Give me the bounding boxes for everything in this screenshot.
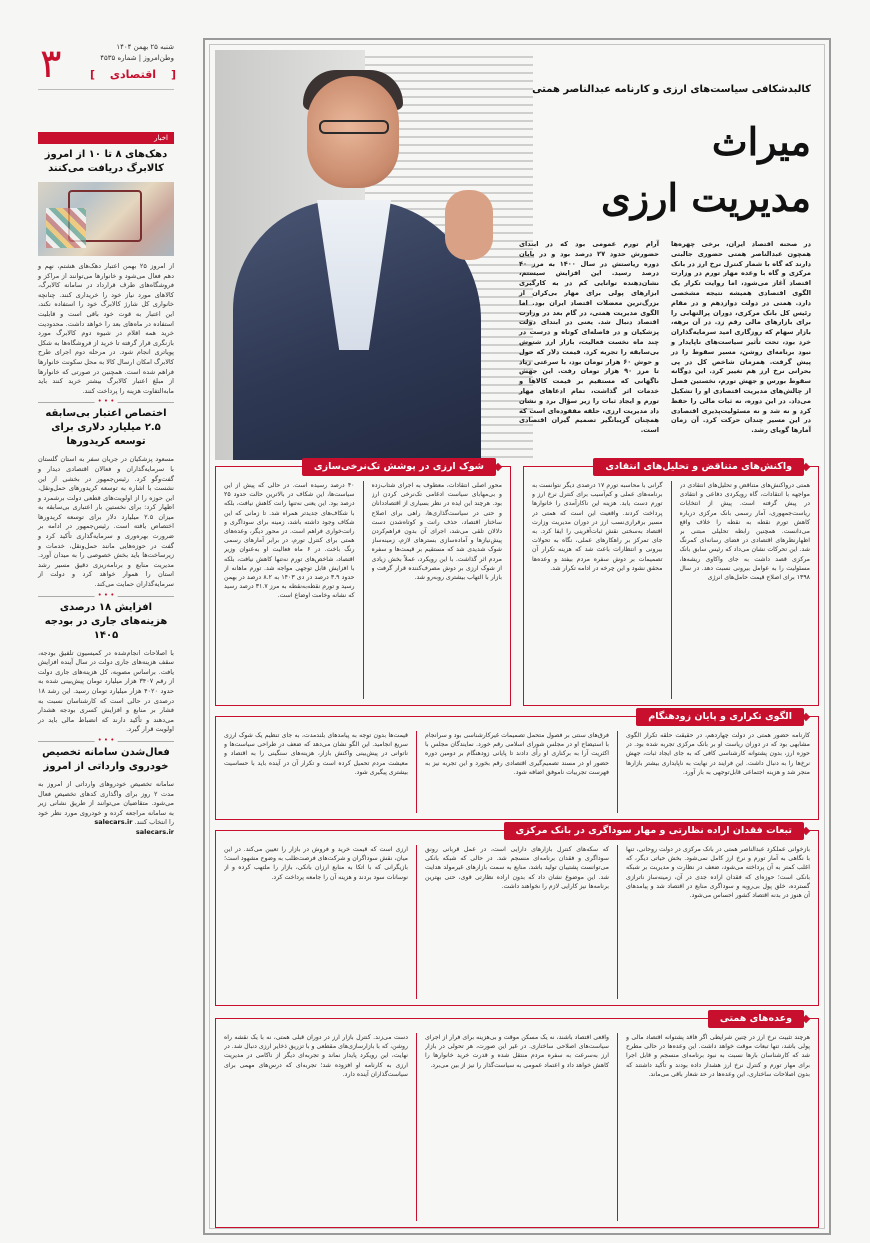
section-columns xyxy=(224,481,502,699)
issue-date: شنبه ۲۵ بهمن ۱۴۰۴ xyxy=(116,43,174,51)
section-column: واقعی اقتصاد باشند، نه یک مسکن موقت و بی‌هزینه برای فرار از اجرای سیاست‌های اصلاحی ساختاری. در غیر این صورت، هر تحولی در بازار ارز به‌سرعت به سفره مردم منتقل شده و قدرت خرید خانوارها را کاهش خواهد داد و اعتماد عمومی به سیاست‌گذار را نیز از بین می‌برد. xyxy=(425,1034,609,1069)
section-box-repeat-pattern xyxy=(215,711,819,820)
section-column: گرانی با محاسبه تورم ۱۷ درصدی دیگر نتوانست به برنامه‌های عملی و کم‌آسیب برای کنترل نرخ ارز و تورم دست یابد. هزینه این ناکارآمدی را خانوارها پرداخت کردند. واقعیت این است که همتی در مسیر برقراری‌نسب ارز در دوران مدیریت وزارت اقتصاد به‌سختی نقش ثبات‌آفرینی را ایفا کرد. به جای تمرکز بر راهکارهای عملی، نگاه به تحولات بیرونی و انتظارات باعث شد که هزینه تکرار آن تصمیمات بر دوش سفره مردم بیفتد و وعده‌ها محقق نشود و این چرخه در ادامه تکرار شد. xyxy=(532,482,663,572)
section-column: بازخوانی عملکرد عبدالناصر همتی در بانک مرکزی در دولت روحانی، تنها با نگاهی به آمار تورم و نرخ ارز کامل نمی‌شود. بخش حیاتی دیگر، که اغلب کمتر به آن پرداخته می‌شود، ضعف در نظارت و مدیریت بر شبکه بانکی است؛ حوزه‌ای که فقدان اراده جدی در آن، زمینه‌ساز ناترازی گسترده، خلق پول بی‌رویه و سوداگری منابع در اقتصاد شد و پیامدهای آن هنوز در بدنه اقتصاد کشور احساس می‌شود. xyxy=(626,846,810,900)
section-title-reactions: واکنش‌های متناقض و تحلیل‌های انتقادی xyxy=(593,458,804,476)
section-column: فرق‌های سنتی بر فصول متحمل تصمیمات غیرکارشناسی بود و سرانجام با استیضاح او در مجلس شورای اسلامی رقم خورد. نمایندگان مجلس با اکثریت آرا به برکناری او رأی دادند تا پایانی زودهنگام بر دومین دوره حضور او در مسند تصمیم‌گیری اقتصادی رقم بخورد و این تجربه نیز به فهرست تجربیات ناموفق اضافه شود. xyxy=(425,732,609,776)
section-column: ارزی است که قیمت خرید و فروش در بازار را تعیین می‌کند. در این میان، نقش سوداگران و شرکت‌های فرصت‌طلب به وضوح مشهود است؛ بازیگرانی که با اتکا به منابع ارزان بانکی، بازار را ملتهب کرده و از نوسانات سود بردند و هزینه آن را جامعه پرداخت کرد. xyxy=(224,846,408,881)
section-column: کارنامه حضور همتی در دولت چهاردهم، در حقیقت حلقه تکرار الگوی مشابهی بود که در دوران ریاست او بر بانک مرکزی تجربه شده بود. در حوزه ارز، بدون پشتوانه کارشناسی کافی که به جای ایجاد ثبات، جهش نرخ‌ها را به دنبال داشت. این فرایند در نهایت به ناپایداری بیشتر بازارها منجر شد و هزینه اجتماعی قابل‌توجهی به بار آورد. xyxy=(626,732,810,776)
story1-body: از امروز ۲۵ بهمن اعتبار دهک‌های هشتم، نهم و دهم فعال می‌شود و خانوارها می‌توانند از مراکز و فروشگاه‌های طرف قرارداد در سامانه کالابرگ، کالاهای مورد نیاز خود را خریداری کنند. چنانچه خانواری کل شارژ کالابرگ خود را استفاده نکند، این اعتبار به قوت خود باقی است و قابلیت استفاده در ماه‌های بعد را خواهد داشت. محدودیت خرید همه اقلام در شیوه دوم کالابرگ مورد بازنگری قرار گرفته تا خرید از فروشگاه‌ها به شکل پویاتری انجام شود. در مرحله دوم اجرای طرح کالابرگ امکان ارسال کالا به محل سکونت خانوارها فراهم شده است. همچنین در صورتی که خانوارها از مبلغ اعتبار کالابرگ بیشتر خرید کنند باید مابه‌التفاوت هزینه را پرداخت کنند. xyxy=(38,262,174,395)
article-kicker: کالبدشکافی سیاست‌های ارزی و کارنامه عبدالناصر همتی xyxy=(532,84,811,95)
column-separator xyxy=(416,1033,417,1221)
section-title-supervision: تبعات فقدان اراده نظارتی و مهار سوداگری در بانک مرکزی xyxy=(504,822,804,840)
story4-body xyxy=(38,780,174,838)
lead-paragraph-right: در صحنه اقتصاد ایران، برخی چهره‌ها همچون عبدالناصر همتی حضوری جالبتی دارند که گاه با شمار کنترل نرخ ارز در بانک مرکزی و گاه با وعده مهار تورم در وزارت اقتصاد آغاز می‌شود، اما روایت تکرار یک الگوی اقتصادی همیشه نتیجه مشخصی دارد. همتی در دولت دوازدهم و در مقام رئیس کل بانک مرکزی، دوران پرالتهابی را برای بازارهای مالی رقم زد. در آن برهه، بازار سهام که روزگاری امید سرمایه‌گذاران خرد بود، تحت تأثیر سیاست‌های ناپایدار و نبود برنامه‌ای روشن، مسیر سقوط را در پیش گرفت. همزمان شاخص کل در پی بحرانی نرخ ارز هم تغییر کرد. این دوگانه سقوط بورس و جهش تورم، نخستین فصل از چالش‌های مدیریت اقتصادی او را تشکیل می‌داد. در این دوره، نه ثبات مالی را حفظ کرد و نه شد و نه مسئولیت‌پذیری اقتصادی در این مسیر چندان حرکت کرد. آن زمان آمارها گویای رشد. xyxy=(671,240,811,435)
hand-figure xyxy=(445,190,493,260)
shopping-cart-image xyxy=(38,182,174,256)
column-separator xyxy=(416,845,417,999)
story1-headline[interactable]: دهک‌های ۸ تا ۱۰ از امروز کالابرگ دریافت می‌کنند xyxy=(44,149,168,174)
story4-url-footer[interactable]: salecars.ir xyxy=(135,827,174,836)
page-number: ۳ xyxy=(40,41,62,87)
column-separator xyxy=(416,731,417,813)
column-separator xyxy=(363,481,364,699)
news-label: اخبار xyxy=(38,132,174,144)
section-box-reactions xyxy=(523,461,819,706)
section-column: هرچند تثبیت نرخ ارز در چنین شرایطی اگر فاقد پشتوانه اقتصاد مالی و پولی باشد، تنها تبعات موقت خواهد داشت. این وعده‌ها در حالی مطرح شد که کارشناسان بارها نسبت به نبود برنامه‌ای منسجم و قابل اجرا برای مهار تورم و کنترل نرخ ارز هشدار داده بودند و تأکید داشتند که بدون اصلاحات ساختاری، این وعده‌ها در حد شعار باقی می‌ماند. xyxy=(626,1034,810,1078)
section-column: که سکه‌های کنترل بازارهای دارایی است، در عمل قربانی رونق سوداگری و فقدان برنامه‌ای منسجم شد. در حالی که شبکه بانکی می‌توانست پشتیبان تولید باشد، منابع به سمت بازارهای غیرمولد هدایت شد. این موضوع نشان داد که بدون اراده نظارتی قوی، حتی بهترین برنامه‌ها نیز کارایی لازم را نخواهند داشت. xyxy=(425,846,609,890)
story4-url[interactable]: salecars.ir xyxy=(94,818,133,827)
section-column: ۴۰ درصد رسیده است. در حالی که پیش از این سیاست‌ها، این شکاف در بالاترین حالت حدود ۲۵ درصد بود. این یعنی نه‌تنها رانت کاهش نیافت، بلکه با شکاف‌های جدیدتر همراه شد. تا زمانی که این شکاف وجود داشته باشد، زمینه برای سوداگری و رانت‌خواری فراهم است. در محور دیگر، وعده‌های همتی برای کنترل تورم، در برابر آمارهای رسمی رنگ باخت. در ۶ ماه فعالیت او به‌عنوان وزیر اقتصاد، شاخص‌های تورم نه‌تنها کاهش نیافت، بلکه با افزایش قابل توجهی مواجه شد. تورم ماهانه از حدود ۳.۹ درصد در دی ۱۴۰۳ به ۸.۲ درصد در بهمن رسید و تورم نقطه‌به‌نقطه به مرز ۳۱.۷ درصد رسید که نشانه وخامت اوضاع است. xyxy=(224,482,355,600)
story-divider xyxy=(38,402,174,403)
section-title-repeat-pattern: الگوی تکراری و پایان زودهنگام xyxy=(636,708,804,726)
story-divider xyxy=(38,741,174,742)
sidebar xyxy=(38,40,174,1235)
story3-headline[interactable]: افزایش ۱۸ درصدی هزینه‌های جاری در بودجه ۱۴۰۵ xyxy=(44,601,168,641)
column-separator xyxy=(671,481,672,699)
portrait-photo xyxy=(215,50,533,460)
section-columns xyxy=(532,481,810,699)
section-title-currency-shock: شوک ارزی در پوشش تک‌نرخی‌سازی xyxy=(302,458,496,476)
section-box-promises xyxy=(215,1013,819,1228)
story2-body: مسعود پزشکیان در جریان سفر به استان گلستان با سرمایه‌گذاران و فعالان اقتصادی دیدار و گفت‌وگو کرد. رئیس‌جمهور در بخشی از این نشست با اشاره به توسعه کریدورهای حمل‌ونقل، این حوزه را از اولویت‌های قطعی دولت برشمرد و اظهار کرد: برای نخستین بار اعتباری بی‌سابقه به میزان ۲.۵ میلیارد دلار برای توسعه کریدورها اختصاص یافته است. رئیس‌جمهور در ادامه بر ضرورت بهره‌وری و سرمایه‌گذاری تأکید کرد و گفت در حوزه‌هایی مانند حمل‌ونقل، خدمات و زیرساخت‌ها باید بخش خصوصی را به میدان آورد. مدیریت منابع و برنامه‌ریزی دقیق مسیر رشد استان را هموار خواهد کرد و دولت از سرمایه‌گذاران حمایت می‌کند. xyxy=(38,455,174,589)
column-separator xyxy=(617,731,618,813)
section-column: دست می‌زند. کنترل بازار ارز در دوران قبلی همتی، نه با یک نقشه راه روشن، که با بازارسازی‌های مقطعی و با تزریق ذخایر ارزی دنبال شد. در نهایت، این رویکرد پایدار نماند و تجربه‌ای دیگر از ناکامی در مدیریت ارزی به کارنامه او افزوده شد؛ تجربه‌ای که درس‌های مهمی برای سیاست‌گذاران آینده دارد. xyxy=(224,1034,408,1078)
section-box-supervision xyxy=(215,825,819,1006)
section-columns xyxy=(224,845,810,999)
section-columns xyxy=(224,1033,810,1221)
section-column: محور اصلی انتقادات، معطوف به اجرای شتاب‌زده و بی‌مهابای سیاست ادغامی تک‌نرخی کردن ارز بود. هرچند این ایده در نظر بسیاری از اقتصاددانان و حتی در سیاست‌گذاری‌ها، راهی برای اصلاح ساختار اقتصاد، حذف رانت و کوتاه‌شدن دست دلالان تلقی می‌شد، اجرای آن بدون فراهم‌کردن پیش‌نیازها و آماده‌سازی بسترهای لازم، زمینه‌ساز شوک شدیدی شد که مستقیم بر قیمت‌ها و سفره مردم اثر گذاشت. با این رویکرد، عملاً بخش زیادی از شوک ارزی بر دوش مصرف‌کننده قرار گرفت و بازار با التهاب بیشتری روبه‌رو شد. xyxy=(371,482,502,582)
section-column: همتی درواکنش‌های متناقض و تحلیل‌های انتقادی در مواجهه با انتقادات، گاه رویکردی دفاعی و انتقادی در پیش گرفته است. پیش از انتخابات ریاست‌جمهوری، آمار رسمی بانک مرکزی درباره کاهش تورم نقطه به نقطه را خلاف واقع می‌دانست. همچنین رابطه تحلیلی مبتنی بر اظهارنظرهای اقتصادی در فضای رسانه‌ای کمرنگ شد. این تحرکات نشان می‌داد که رئیس سابق بانک مرکزی قصد داشت به جای واکاوی ریشه‌ها، مسئولیت را به عوامل بیرونی نسبت دهد. در سال ۱۳۹۸ برای اصلاح قیمت حامل‌های انرژی xyxy=(679,482,810,582)
lead-paragraph-left: آرام تورم عمومی بود که در ابتدای حضورش حدود ۲۷ درصد بود و در پایان دوره ریاستش در سال ۱۴۰۰ به مرز ۴۰ درصد رسید. این افزایش سیستم، نشان‌دهنده توانایی کم در به کارگیری ابزارهای پولی برای مهار بی‌کران از بزرگ‌ترین معضلات اقتصاد ایران بود. اما الگوی مدیریت همتی، در گام بعد در وزارت اقتصاد دنبال شد. یعنی در ابتدای دولت پزشکیان و در فاصله‌ای کوتاه و درست در چند ماه نخست فعالیت، بازار ارز شتوش بی‌سابقه را تجربه کرد. قیمت دلار که حول و حوش ۶۰ هزار تومان بود، با سرعتی زیاد تا مرز ۹۰ هزار تومان رفت. این جهش ناگهانی که مستقیم بر قیمت کالاها و خدمات اثر گذاشت، تمام ادعاهای مهار تورم و ایجاد ثبات را زیر سؤال برد و نشان داد مدیریت ارزی، حلقه مفقوده‌ای است که همچنان گریبانگیر تصمیم گیران اقتصادی است. xyxy=(519,240,659,435)
story2-headline[interactable]: اختصاص اعتبار بی‌سابقه ۲.۵ میلیارد دلاری برای توسعه کریدورها xyxy=(45,408,167,448)
headline-line-1: میراث xyxy=(711,119,811,164)
story4-text: سامانه تخصیص خودروهای وارداتی از امروز به مدت ۲ روز برای واگذاری کدهای تخصیص فعال می‌شود. متقاضیان می‌توانند از طریق نشانی زیر به سامانه مراجعه کرده و خودروی مورد نظر خود را انتخاب کنند. xyxy=(38,779,174,827)
section-column: قیمت‌ها بدون توجه به پیامدهای بلندمدت، به جای تنظیم یک شوک ارزی سریع انجامید. این الگو نشان می‌دهد که ضعف در طراحی سیاست‌ها و ناتوانی در پیش‌بینی واکنش بازار، هزینه‌های سنگینی را به اقتصاد و معیشت مردم تحمیل کرده است و تکرار آن در آینده باید با حساسیت بیشتری پیگیری شود. xyxy=(224,732,408,776)
article-headline xyxy=(531,114,811,226)
section-columns xyxy=(224,731,810,813)
issue-number: وطن‌امروز | شماره ۴۵۳۵ xyxy=(100,54,174,62)
column-separator xyxy=(617,845,618,999)
main-article xyxy=(203,38,831,1235)
headline-line-2: مدیریت ارزی xyxy=(601,175,811,220)
story-divider xyxy=(38,596,174,597)
column-separator xyxy=(617,1033,618,1221)
glasses-figure xyxy=(319,120,389,134)
masthead xyxy=(38,40,174,90)
story3-body: با اصلاحات انجام‌شده در کمیسیون تلفیق بودجه، سقف هزینه‌های جاری دولت در سال آینده افزایش یافت. براساس مصوبه، کل هزینه‌های جاری دولت از رقم ۳۴۰۷ هزار میلیارد تومان پیش‌بینی شده به حدود ۴۰۲۰ هزار میلیارد تومان رسید. این رشد ۱۸ درصدی در حالی است که کارشناسان نسبت به فشار بر منابع و افزایش کسری بودجه هشدار می‌دهند و تأکید دارند که انضباط مالی باید در اولویت قرار گیرد. xyxy=(38,648,175,734)
section-label: [ اقتصادی ] xyxy=(94,66,172,84)
story4-headline[interactable]: فعال‌شدن سامانه تخصیص خودروی وارداتی از امروز xyxy=(42,746,170,772)
section-box-currency-shock xyxy=(215,461,511,706)
section-title-promises: وعده‌های همتی xyxy=(708,1010,804,1028)
